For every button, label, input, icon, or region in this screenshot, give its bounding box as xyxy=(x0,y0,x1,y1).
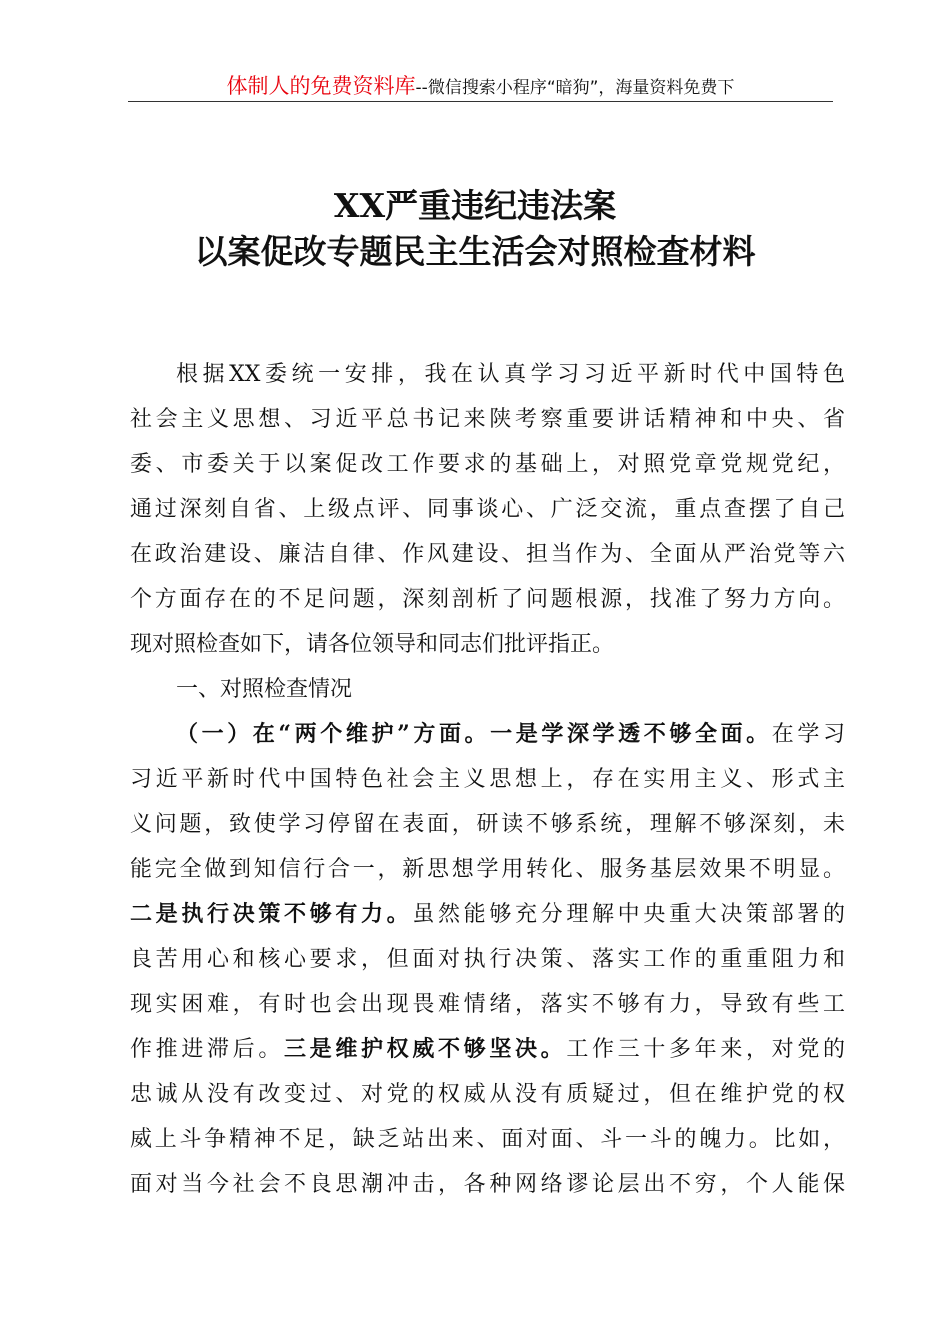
header-tagline: --微信搜索小程序“暗狗”，海量资料免费下 xyxy=(415,78,735,98)
intro-line: 通过深刻自省、上级点评、同事谈心、广泛交流，重点查摆了自己 xyxy=(130,497,845,522)
subsection-first-line xyxy=(130,712,845,757)
title-line-1: XX严重违纪违法案 xyxy=(333,186,617,225)
body-line: 义问题，致使学习停留在表面，研读不够系统，理解不够深刻，未 xyxy=(130,812,845,837)
point3-lead: 三是维护权威不够坚决。 xyxy=(284,1036,567,1062)
point2-first-line xyxy=(130,892,845,937)
intro-line: 社会主义思想、习近平总书记来陕考察重要讲话精神和中央、省 xyxy=(130,407,845,432)
intro-line: 现对照检查如下，请各位领导和同志们批评指正。 xyxy=(130,632,615,657)
title-line-2: 以案促改专题民主生活会对照检查材料 xyxy=(194,232,756,271)
intro-line: 根据XX委统一安排，我在认真学习习近平新时代中国特色 xyxy=(176,362,845,387)
subsection-lead: （一）在“两个维护”方面。一是学深学透不够全面。 xyxy=(176,721,772,747)
section-heading: 一、对照检查情况 xyxy=(176,677,353,702)
point2-first-text: 虽然能够充分理解中央重大决策部署的 xyxy=(412,902,845,927)
intro-line: 个方面存在的不足问题，深刻剖析了问题根源，找准了努力方向。 xyxy=(130,587,845,612)
document-body xyxy=(130,352,845,1207)
header-divider xyxy=(128,101,833,102)
body-line: 威上斗争精神不足，缺乏站出来、面对面、斗一斗的魄力。比如， xyxy=(130,1127,845,1152)
body-line: 面对当今社会不良思潮冲击，各种网络谬论层出不穷，个人能保 xyxy=(130,1172,845,1197)
body-line: 良苦用心和核心要求，但面对执行决策、落实工作的重重阻力和 xyxy=(130,947,845,972)
page-header xyxy=(128,70,833,100)
point2-lead: 二是执行决策不够有力。 xyxy=(130,901,413,927)
body-line: 能完全做到知信行合一，新思想学用转化、服务基层效果不明显。 xyxy=(130,857,845,882)
subsection-lead-rest: 在学习 xyxy=(771,722,845,747)
point3-first-line xyxy=(130,1027,845,1072)
point3-first-text: 工作三十多年来，对党的 xyxy=(566,1037,845,1062)
intro-line: 委、市委关于以案促改工作要求的基础上，对照党章党规党纪， xyxy=(130,452,845,477)
header-brand: 体制人的免费资料库 xyxy=(226,74,416,98)
body-line: 习近平新时代中国特色社会主义思想上，存在实用主义、形式主 xyxy=(130,767,845,792)
point2-tail: 作推进滞后。 xyxy=(130,1037,284,1062)
body-line: 忠诚从没有改变过、对党的权威从没有质疑过，但在维护党的权 xyxy=(130,1082,845,1107)
intro-line: 在政治建设、廉洁自律、作风建设、担当作为、全面从严治党等六 xyxy=(130,542,845,567)
body-line: 现实困难，有时也会出现畏难情绪，落实不够有力，导致有些工 xyxy=(130,992,845,1017)
